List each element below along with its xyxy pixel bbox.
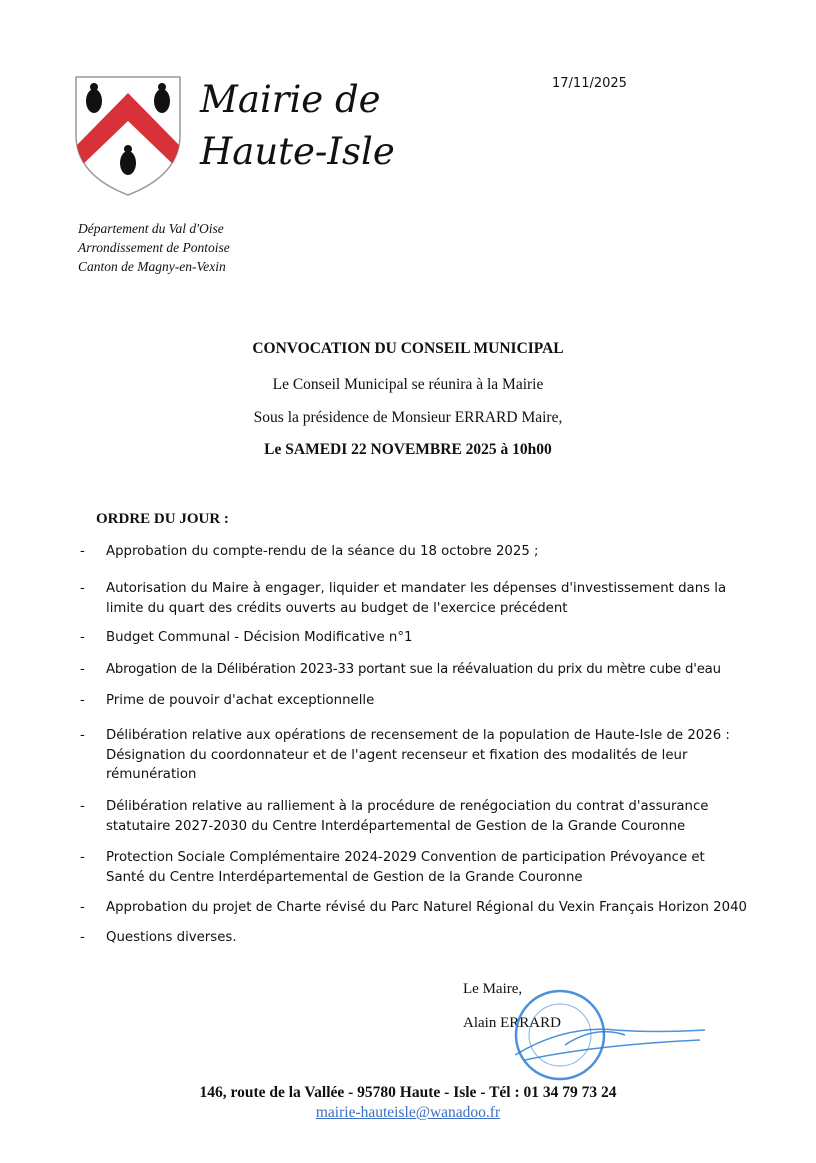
title-line-1: Mairie de xyxy=(200,78,381,121)
dept-line: Département du Val d'Oise xyxy=(78,221,224,236)
bullet: - xyxy=(80,930,85,945)
dept-line: Arrondissement de Pontoise xyxy=(78,240,230,255)
signature-role: Le Maire, xyxy=(463,981,523,997)
convocation-line-2: Sous la présidence de Monsieur ERRARD Maire, xyxy=(253,409,563,426)
agenda-item-text: Abrogation de la Délibération 2023-33 portant sue la réévaluation du prix du mètre cube d'eau xyxy=(106,662,721,677)
title-line-2: Haute-Isle xyxy=(200,130,395,173)
agenda-item-text: Prime de pouvoir d'achat exceptionnelle xyxy=(106,693,375,708)
meeting-date: Le SAMEDI 22 NOVEMBRE 2025 à 10h00 xyxy=(264,441,552,458)
document-date: 17/11/2025 xyxy=(552,76,627,91)
email-link[interactable]: mairie-hauteisle@wanadoo.fr xyxy=(315,1104,501,1121)
dept-line: Canton de Magny-en-Vexin xyxy=(78,259,226,274)
bullet: - xyxy=(80,662,85,677)
signature-name: Alain ERRARD xyxy=(463,1015,561,1031)
agenda-item-text: Autorisation du Maire à engager, liquider et mandater les dépenses d'investissement dans la limite du quart des crédits ouverts au budget de l'exercice précédent xyxy=(106,581,727,616)
convocation-line-1: Le Conseil Municipal se réunira à la Mairie xyxy=(272,376,544,393)
bullet: - xyxy=(80,581,85,596)
agenda-item-text: Approbation du compte-rendu de la séance du 18 octobre 2025 ; xyxy=(106,544,539,559)
agenda-item-text: Protection Sociale Complémentaire 2024-2029 Convention de participation Prévoyance et Santé du Centre Interdépartemental de Gestion de la Grande Couronne xyxy=(106,850,705,885)
bullet: - xyxy=(80,630,85,645)
official-stamp xyxy=(505,985,715,1085)
convocation-heading: CONVOCATION DU CONSEIL MUNICIPAL xyxy=(252,340,564,357)
agenda-item-text: Délibération relative aux opérations de recensement de la population de Haute-Isle de 2026 : Désignation du coordonnateur et de l'agent recenseur et fixation des modalités de leur rémunération xyxy=(106,728,730,782)
footer-email-row xyxy=(0,1104,816,1122)
bullet: - xyxy=(80,900,85,915)
bullet: - xyxy=(80,728,85,743)
bullet: - xyxy=(80,850,85,865)
department-block xyxy=(78,219,230,276)
agenda-item-text: Questions diverses. xyxy=(106,930,237,945)
mairie-title xyxy=(200,74,395,178)
agenda-heading: ORDRE DU JOUR : xyxy=(96,511,229,527)
coat-of-arms-logo xyxy=(74,75,182,197)
bullet: - xyxy=(80,693,85,708)
bullet: - xyxy=(80,544,85,559)
footer-address: 146, route de la Vallée - 95780 Haute - Isle - Tél : 01 34 79 73 24 xyxy=(199,1084,617,1101)
bullet: - xyxy=(80,799,85,814)
agenda-item-text: Délibération relative au ralliement à la procédure de renégociation du contrat d'assurance statutaire 2027-2030 du Centre Interdépartemental de Gestion de la Grande Couronne xyxy=(106,799,709,834)
agenda-item-text: Budget Communal - Décision Modificative n°1 xyxy=(106,630,413,645)
agenda-item-text: Approbation du projet de Charte révisé du Parc Naturel Régional du Vexin Français Horizon 2040 xyxy=(106,900,748,915)
